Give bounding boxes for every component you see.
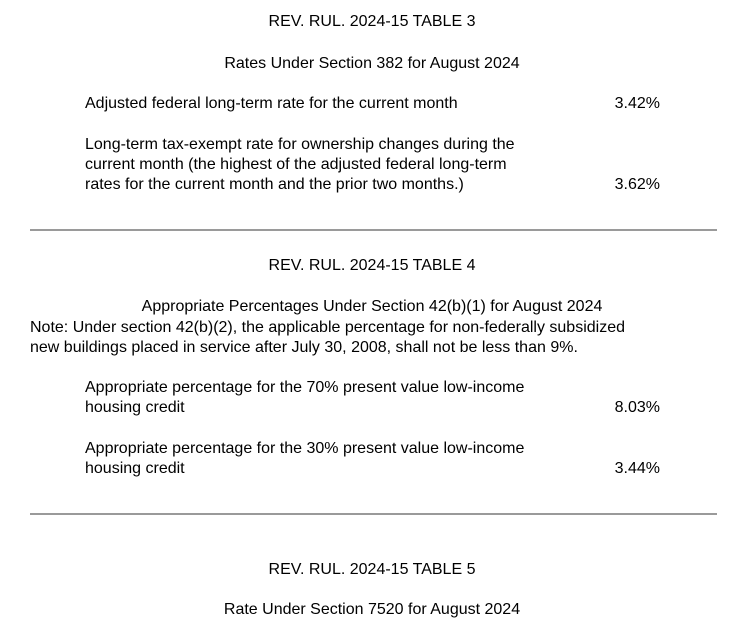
table4-row1-label: Appropriate percentage for the 70% present value low-income housing credit xyxy=(85,379,525,416)
table4-row2-label: Appropriate percentage for the 30% present value low-income housing credit xyxy=(85,440,525,477)
table4-row1-value: 8.03% xyxy=(614,399,660,416)
table3-row1-value: 3.42% xyxy=(614,95,660,112)
table3-row2-value: 3.62% xyxy=(614,176,660,193)
table3-row2-label: Long-term tax-exempt rate for ownership changes during the current month (the highest of the adjusted federal long-term rates for the current month and the prior two months.) xyxy=(85,136,515,193)
table4-heading: REV. RUL. 2024-15 TABLE 4 xyxy=(268,257,476,274)
table3-subheading: Rates Under Section 382 for August 2024 xyxy=(224,55,520,72)
table5-subheading: Rate Under Section 7520 for August 2024 xyxy=(223,601,521,618)
section-divider xyxy=(30,229,717,231)
table3-heading: REV. RUL. 2024-15 TABLE 3 xyxy=(268,13,476,30)
section-divider xyxy=(30,513,717,515)
table3-row1-label: Adjusted federal long-term rate for the current month xyxy=(85,95,458,112)
table4-note: Note: Under section 42(b)(2), the applicable percentage for non-federally subsidized new buildings placed in service after July 30, 2008, shall not be less than 9%. xyxy=(30,319,626,356)
table4-subheading: Appropriate Percentages Under Section 42(b)(1) for August 2024 xyxy=(141,298,603,315)
table4-row2-value: 3.44% xyxy=(614,460,660,477)
table5-heading: REV. RUL. 2024-15 TABLE 5 xyxy=(268,561,476,578)
